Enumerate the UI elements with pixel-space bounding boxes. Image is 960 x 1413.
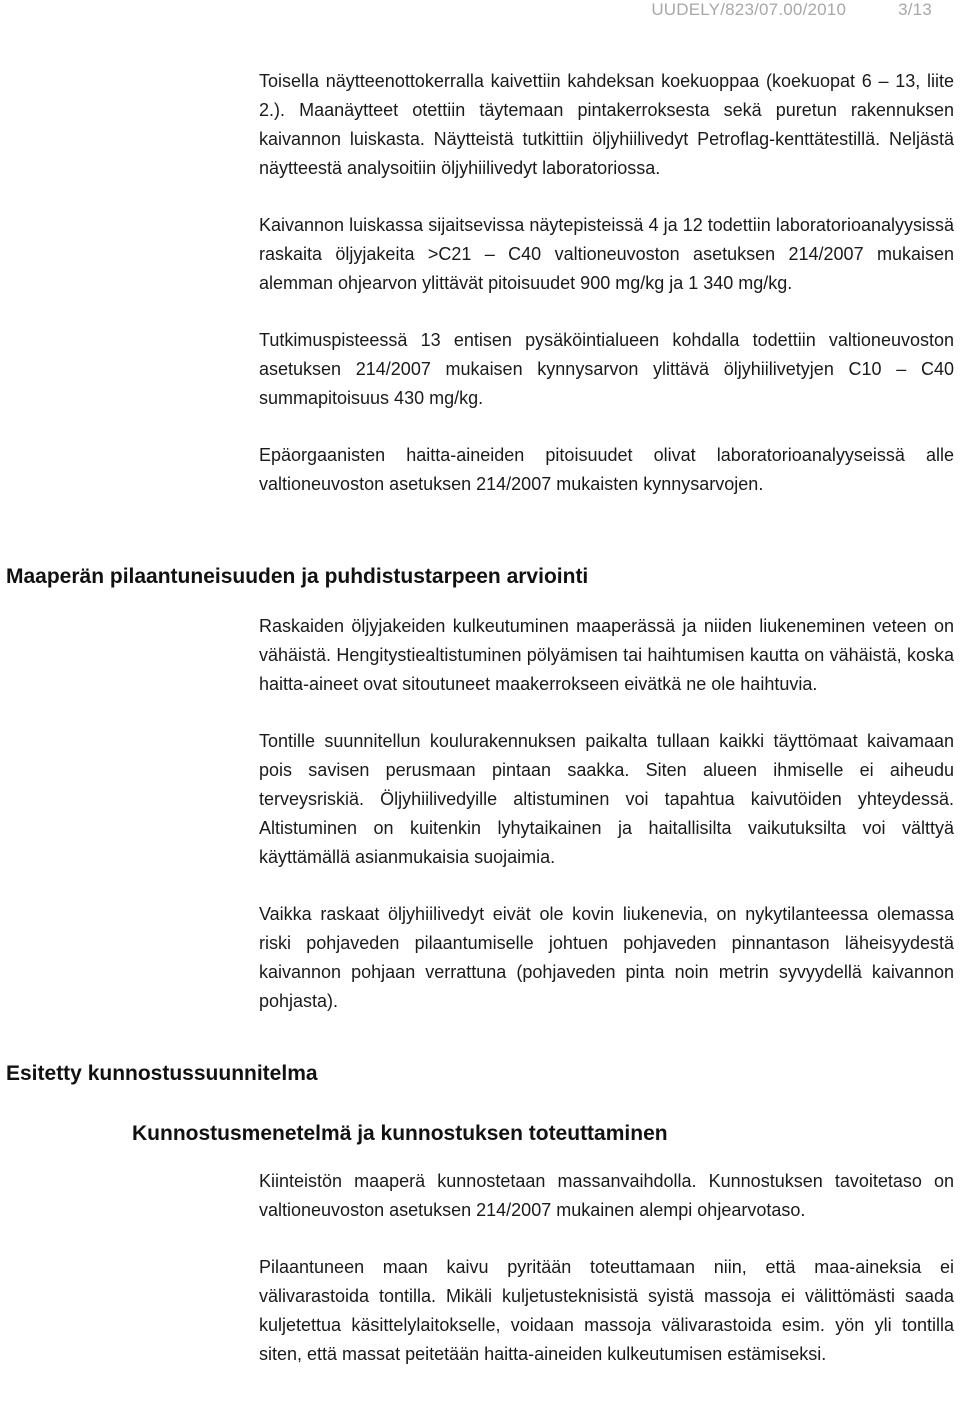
document-reference: UUDELY/823/07.00/2010 (651, 0, 847, 19)
page-header (651, 0, 932, 20)
sampling-paragraph-1: Toisella näytteenottokerralla kaivettiin kahdeksan koekuoppaa (koekuopat 6 – 13, liite 2.). Maanäytteet otettiin täytemaan pintakerroksesta sekä puretun rakennuksen kaivannon luiskasta. Näytteistä tutkittiin öljyhiilivedyt Petroflag-kenttätestillä. Neljästä näytteestä analysoitiin öljyhiilivedyt laboratoriossa. (259, 71, 954, 178)
sampling-paragraph-3: Tutkimuspisteessä 13 entisen pysäköintialueen kohdalla todettiin valtioneuvoston asetuksen 214/2007 mukaisen kynnysarvon ylittävä öljyhiilivetyjen C10 – C40 summapitoisuus 430 mg/kg. (259, 330, 954, 408)
plan-paragraph-2: Pilaantuneen maan kaivu pyritään toteuttamaan niin, että maa-aineksia ei välivarastoida tontilla. Mikäli kuljetusteknisistä syistä massoja ei välittömästi saada kuljetettua käsittelylaitokselle, voidaan massoja välivarastoida esim. yön yli tontilla siten, että massat peitetään haitta-aineiden kulkeutumisen estämiseksi. (259, 1257, 954, 1364)
assessment-heading: Maaperän pilaantuneisuuden ja puhdistustarpeen arviointi (6, 565, 589, 588)
plan-section (259, 1167, 954, 1369)
page-number: 3/13 (898, 0, 932, 19)
plan-subheading: Kunnostusmenetelmä ja kunnostuksen toteuttaminen (132, 1122, 668, 1145)
plan-paragraph-1: Kiinteistön maaperä kunnostetaan massanvaihdolla. Kunnostuksen tavoitetaso on valtioneuvoston asetuksen 214/2007 mukainen alempi ohjearvotaso. (259, 1171, 954, 1220)
assessment-paragraph-3: Vaikka raskaat öljyhiilivedyt eivät ole kovin liukenevia, on nykytilanteessa olemassa riski pohjaveden pilaantumiselle johtuen pohjaveden pinnantason läheisyydestä kaivannon pohjaan verrattuna (pohjaveden pinta noin metrin syvyydellä kaivannon pohjasta). (259, 904, 954, 1011)
assessment-paragraph-1: Raskaiden öljyjakeiden kulkeutuminen maaperässä ja niiden liukeneminen veteen on vähäistä. Hengitystiealtistuminen pölyämisen tai haihtumisen kautta on vähäistä, koska haitta-aineet ovat sitoutuneet maakerrokseen eivätkä ne ole haihtuvia. (259, 616, 954, 694)
sampling-paragraph-2: Kaivannon luiskassa sijaitsevissa näytepisteissä 4 ja 12 todettiin laboratorioanalyysissä raskaita öljyjakeita >C21 – C40 valtioneuvoston asetuksen 214/2007 mukaisen alemman ohjearvon ylittävät pitoisuudet 900 mg/kg ja 1 340 mg/kg. (259, 215, 954, 293)
assessment-section (259, 612, 954, 1016)
assessment-paragraph-2: Tontille suunnitellun koulurakennuksen paikalta tullaan kaikki täyttömaat kaivamaan pois savisen perusmaan pintaan saakka. Siten alueen ihmiselle ei aiheudu terveysriskiä. Öljyhiilivedyille altistuminen voi tapahtua kaivutöiden yhteydessä. Altistuminen on kuitenkin lyhytaikainen ja haitallisilta vaikutuksilta voi välttyä käyttämällä asianmukaisia suojaimia. (259, 731, 954, 867)
sampling-section (259, 67, 954, 499)
plan-heading: Esitetty kunnostussuunnitelma (6, 1062, 318, 1085)
sampling-paragraph-4: Epäorgaanisten haitta-aineiden pitoisuudet olivat laboratorioanalyyseissä alle valtioneuvoston asetuksen 214/2007 mukaisten kynnysarvojen. (259, 445, 954, 494)
